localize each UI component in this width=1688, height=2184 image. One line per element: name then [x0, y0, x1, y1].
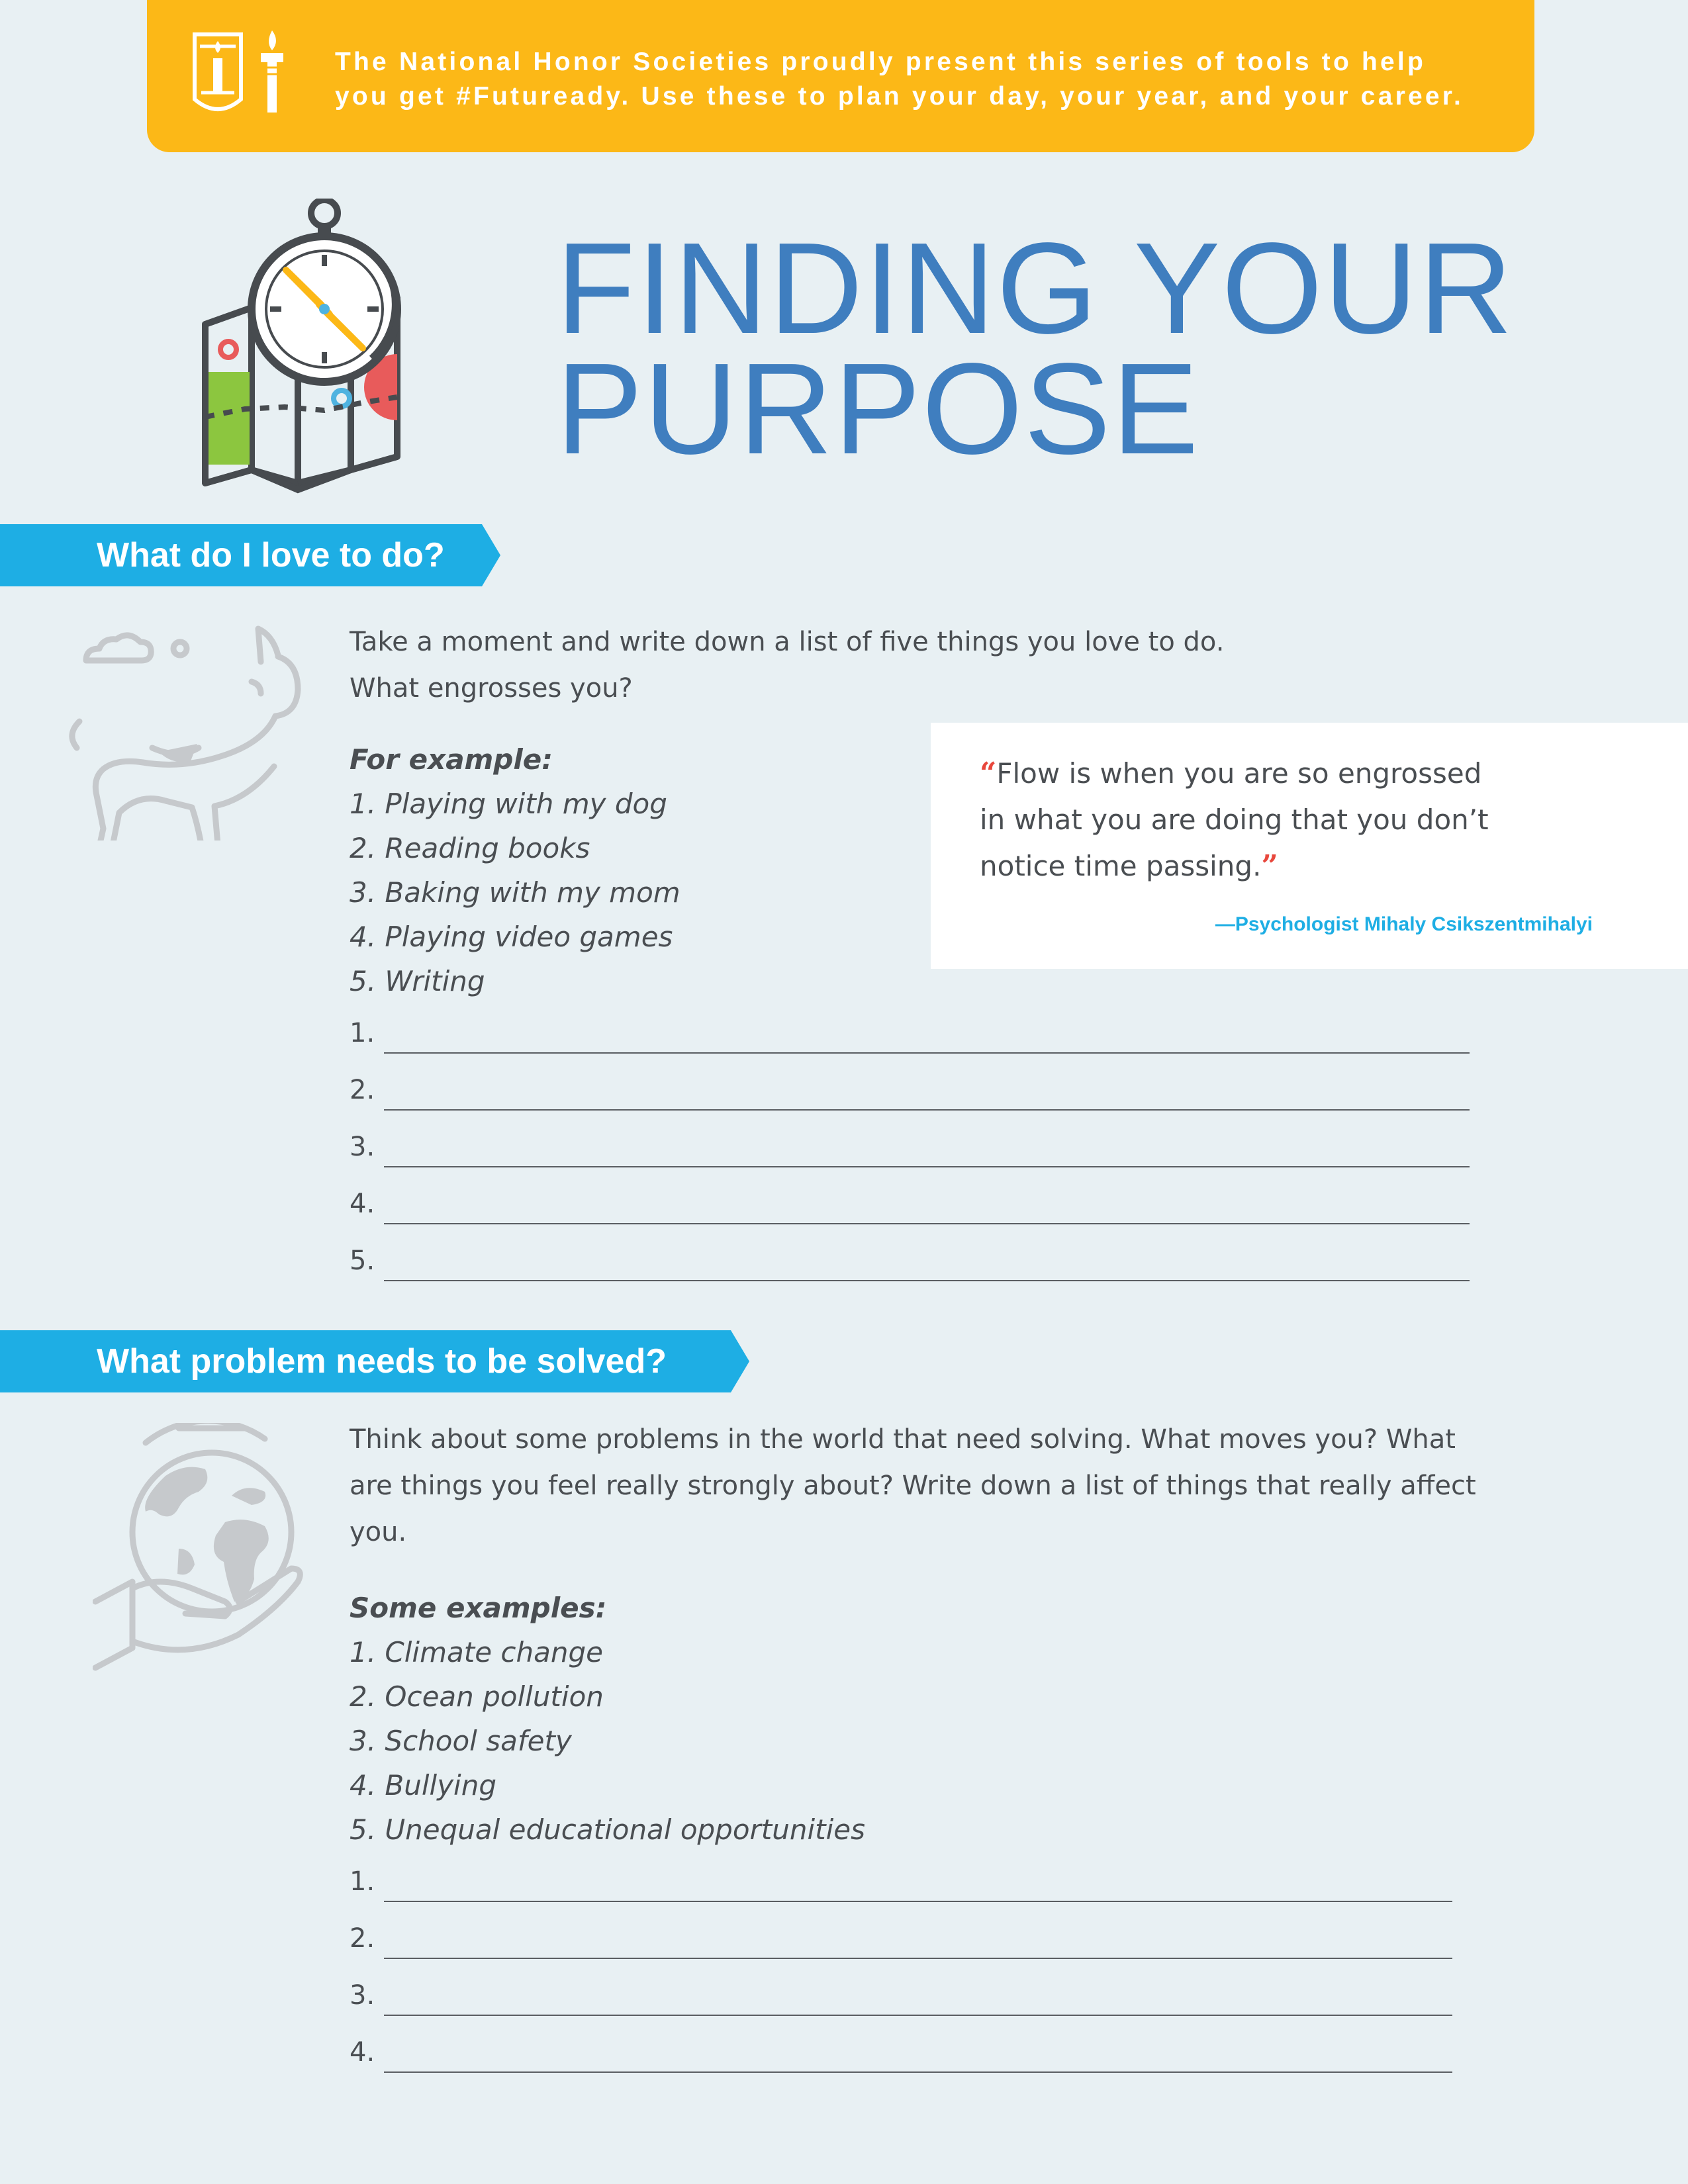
compass-map-icon	[199, 199, 450, 496]
section2-intro-line-1: Think about some problems in the world that need solving. What moves you? What	[350, 1424, 1456, 1455]
example-item: 5. Writing	[350, 965, 485, 997]
close-quote-mark: ”	[1261, 849, 1278, 883]
example-item: 4. Bullying	[350, 1769, 496, 1801]
example-item: 3. School safety	[350, 1725, 572, 1757]
examples-title: For example:	[350, 743, 553, 776]
answer-number: 2.	[350, 1075, 375, 1105]
answer-line[interactable]	[384, 1280, 1470, 1281]
example-item: 3. Baking with my mom	[350, 876, 680, 909]
answer-number: 5.	[350, 1246, 375, 1276]
quote-text	[980, 751, 1575, 889]
quote-line-2: in what you are doing that you don’t	[980, 803, 1489, 836]
honor-society-logo-icon	[188, 26, 301, 126]
banner-line-1: The National Honor Societies proudly present this series of tools to help	[335, 48, 1426, 76]
section2-examples	[350, 1586, 865, 1852]
section1-intro-line-2: What engrosses you?	[350, 673, 633, 704]
section1-intro	[350, 619, 1224, 711]
answer-number: 3.	[350, 1980, 375, 2011]
section2-intro-line-3: you.	[350, 1517, 407, 1547]
section1-intro-line-1: Take a moment and write down a list of five things you love to do.	[350, 627, 1225, 657]
example-item: 4. Playing video games	[350, 921, 673, 953]
answer-number: 4.	[350, 2037, 375, 2068]
page-title	[556, 216, 1514, 481]
answer-line[interactable]	[384, 1052, 1470, 1054]
example-item: 2. Ocean pollution	[350, 1680, 604, 1713]
section1-examples	[350, 737, 680, 1003]
answer-line[interactable]	[384, 1958, 1452, 1959]
quote-card	[931, 723, 1688, 969]
french-bulldog-icon	[60, 622, 311, 841]
answer-number: 1.	[350, 1018, 375, 1048]
quote-line-3: notice time passing.	[980, 850, 1262, 882]
section2-intro-line-2: are things you feel really strongly about? Write down a list of things that really affect	[350, 1471, 1476, 1501]
answer-number: 2.	[350, 1923, 375, 1954]
examples-title: Some examples:	[350, 1592, 607, 1624]
section-title-love: What do I love to do?	[97, 536, 445, 574]
answer-number: 4.	[350, 1189, 375, 1219]
answer-line[interactable]	[384, 1901, 1452, 1902]
answer-line[interactable]	[384, 1166, 1470, 1167]
example-item: 1. Climate change	[350, 1636, 603, 1668]
title-line-2: PURPOSE	[556, 336, 1200, 481]
answer-line[interactable]	[384, 1223, 1470, 1224]
answer-line[interactable]	[384, 2015, 1452, 2016]
example-item: 1. Playing with my dog	[350, 788, 667, 820]
answer-number: 3.	[350, 1132, 375, 1162]
example-item: 5. Unequal educational opportunities	[350, 1813, 866, 1846]
section2-intro	[350, 1416, 1476, 1555]
top-banner	[147, 0, 1534, 152]
globe-in-hand-icon	[93, 1423, 311, 1674]
answer-line[interactable]	[384, 2071, 1452, 2073]
answer-line[interactable]	[384, 1109, 1470, 1111]
answer-number: 1.	[350, 1866, 375, 1897]
section-title-problem: What problem needs to be solved?	[97, 1342, 667, 1381]
banner-line-2: you get #Futuready. Use these to plan your day, your year, and your career.	[335, 82, 1464, 111]
title-line-1: FINDING YOUR	[556, 216, 1514, 361]
quote-line-1: Flow is when you are so engrossed	[996, 757, 1482, 790]
quote-author: —Psychologist Mihaly Csikszentmihalyi	[1215, 913, 1593, 935]
example-item: 2. Reading books	[350, 832, 590, 864]
open-quote-mark: “	[980, 756, 997, 790]
